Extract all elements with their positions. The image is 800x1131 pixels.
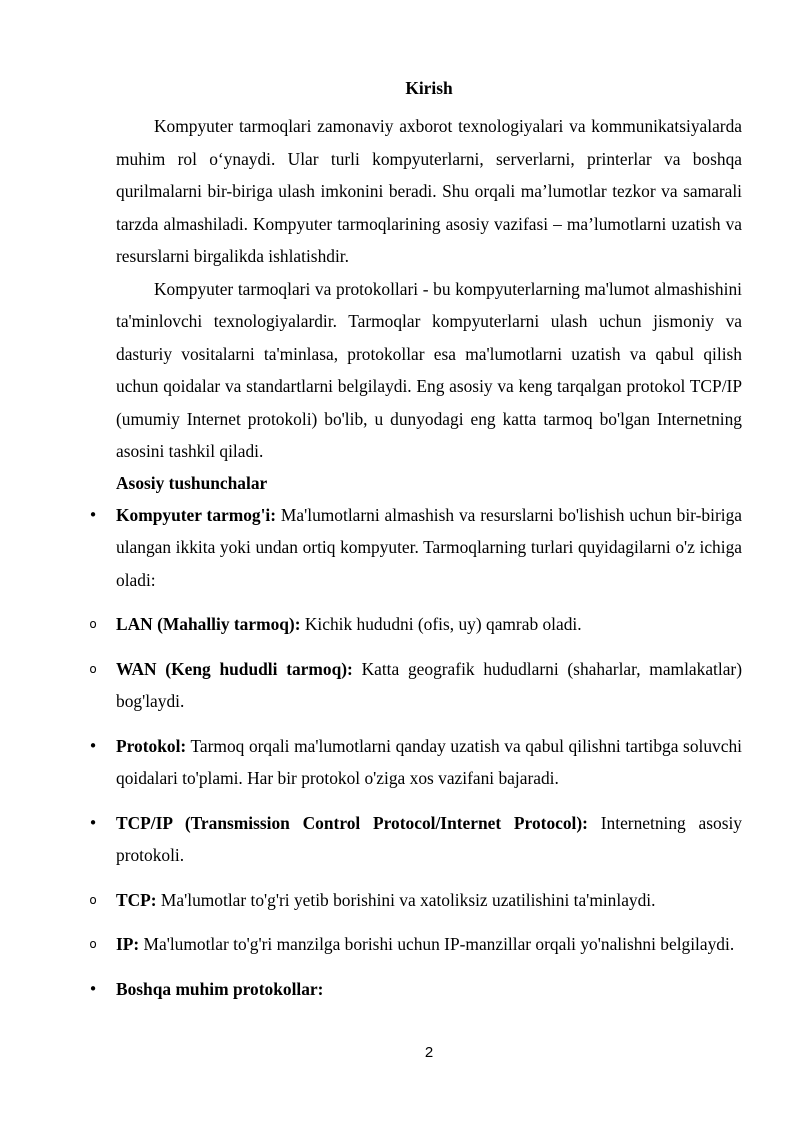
- bullet-icon: •: [88, 736, 98, 755]
- list-item-term: WAN (Keng hududli tarmoq):: [116, 658, 353, 679]
- list-item-text: Ma'lumotlarni almashish va resurslarni bo'lishish uchun bir-biriga ulangan ikkita yoki undan ortiq kompyuter. Tarmoqlarning turlari quyidagilarni o'z ichiga oladi:: [116, 504, 742, 590]
- list-item-text: Ma'lumotlar to'g'ri manzilga borishi uchun IP-manzillar orqali yo'nalishni belgilaydi.: [139, 934, 735, 954]
- section-heading: Asosiy tushunchalar: [116, 472, 268, 493]
- list-item: [88, 730, 742, 795]
- list-item-term: TCP:: [116, 889, 157, 910]
- list-item-text: Internetning asosiy protokoli.: [116, 812, 743, 865]
- list-item: [88, 807, 743, 872]
- list-item: [88, 973, 742, 1006]
- circle-bullet-icon: o: [89, 937, 97, 951]
- list-item: [89, 608, 742, 641]
- list-item: [89, 653, 742, 718]
- circle-bullet-icon: o: [89, 617, 97, 631]
- list-item-term: Protokol:: [116, 735, 187, 756]
- page-number: 2: [424, 1044, 434, 1061]
- circle-bullet-icon: o: [89, 661, 97, 676]
- list-item-term: Kompyuter tarmog'i:: [116, 504, 277, 525]
- intro-paragraph: Kompyuter tarmoqlari zamonaviy axborot texnologiyalari va kommunikatsiyalarda muhim rol o‘ynaydi. Ular turli kompyuterlarni, serverlarni, printerlar va boshqa qurilmalarni bir-biriga ulash imkonini beradi. Shu orqali ma’lumotlar tezkor va samarali tarzda almashiladi. Kompyuter tarmoqlarining asosiy vazifasi – ma’lumotlarni uzatish va resurslarni birgalikda ishlatishdir.: [116, 116, 742, 266]
- document-title: Kirish: [405, 78, 453, 98]
- list-item-term: Boshqa muhim protokollar:: [116, 978, 324, 999]
- list-item: [89, 928, 742, 961]
- list-item: [88, 499, 742, 597]
- concepts-list: [88, 499, 743, 1006]
- list-item-term: LAN (Mahalliy tarmoq):: [116, 614, 301, 634]
- bullet-icon: •: [88, 505, 98, 524]
- document-page: [88, 74, 743, 1017]
- bullet-icon: •: [88, 813, 98, 832]
- networks-protocols-paragraph: Kompyuter tarmoqlari va protokollari - bu kompyuterlarning ma'lumot almashishini ta'minlovchi texnologiyalardir. Tarmoqlar kompyuterlarni ulash uchun jismoniy va dasturiy vositalarni ta'minlasa, protokollar esa ma'lumotlarni uzatish va qabul qilish uchun qoidalar va standartlarni belgilaydi. Eng asosiy va keng tarqalgan protokol TCP/IP (umumiy Internet protokoli) bo'lib, u dunyodagi eng katta tarmoq bo'lgan Internetning asosini tashkil qiladi.: [116, 278, 742, 461]
- circle-bullet-icon: o: [89, 892, 97, 907]
- list-item-text: Katta geografik hududlarni (shaharlar, mamlakatlar) bog'laydi.: [116, 658, 742, 711]
- list-item-term: TCP/IP (Transmission Control Protocol/Internet Protocol):: [116, 812, 588, 833]
- list-item: [89, 884, 742, 917]
- list-item-text: Ma'lumotlar to'g'ri yetib borishini va xatoliksiz uzatilishini ta'minlaydi.: [156, 889, 656, 910]
- bullet-icon: •: [88, 979, 98, 998]
- list-item-term: IP:: [116, 934, 140, 954]
- list-item-text: Tarmoq orqali ma'lumotlarni qanday uzatish va qabul qilishni tartibga soluvchi qoidalari to'plami. Har bir protokol o'ziga xos vazifani bajaradi.: [116, 735, 742, 788]
- list-item-text: Kichik hududni (ofis, uy) qamrab oladi.: [300, 614, 582, 634]
